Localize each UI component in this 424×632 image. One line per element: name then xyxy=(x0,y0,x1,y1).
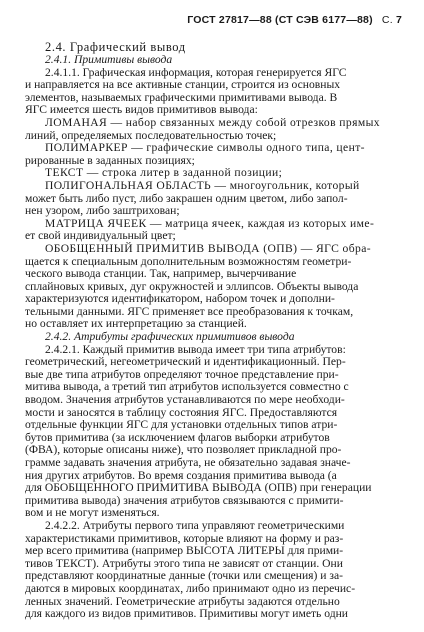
primitive-gdp xyxy=(25,243,411,331)
paragraph-2-4-1-1 xyxy=(25,67,411,117)
text-line: ПОЛИМАРКЕР — графические символы одного типа, цент- xyxy=(45,141,365,155)
paragraph-2-4-2-1 xyxy=(25,344,411,520)
page-number: 7 xyxy=(395,14,402,26)
text-line: геометрический, негеометрический и идентификационный. Пер- xyxy=(25,355,346,369)
text-line: митива вывода, а третий тип атрибутов используется совместно с xyxy=(25,380,349,394)
primitive-cell-array xyxy=(25,218,411,243)
text-line: представляют координатные данные (точки или смещения) и за- xyxy=(25,569,343,583)
text-line: ческого вывода станции. Так, например, вычерчивание xyxy=(25,267,297,281)
text-line: рированные в заданных позициях; xyxy=(25,153,195,167)
text-line: даются в мировых координатах, либо принимают одно из перечис- xyxy=(25,581,356,595)
text-line: сплайновых кривых, дуг окружностей и эллипсов. Объекты вывода xyxy=(25,279,359,293)
text-line: (ФВА), которые описаны ниже), что позволяет прикладной про- xyxy=(25,443,342,457)
text-line: тивов ТЕКСТ). Атрибуты этого типа не зависят от станции. Они xyxy=(25,556,343,570)
page-header xyxy=(187,14,402,26)
text-line: но оставляет их интерпретацию за станцией. xyxy=(25,317,247,331)
paragraph-2-4-2-2 xyxy=(25,520,411,621)
page-number-prefix: С. xyxy=(381,14,393,26)
text-line: грамме задавать значения атрибута, не обязательно задавая значе- xyxy=(25,456,351,469)
text-line: отдельные функции ЯГС для установки отдельных типов атри- xyxy=(25,418,338,432)
text-line: линий, определяемых последовательностью точек; xyxy=(25,128,277,142)
text-line: бутов примитива (за исключением флагов выборки атрибутов xyxy=(25,430,330,444)
text-line: нен узором, либо заштрихован; xyxy=(25,204,180,218)
subsection-title: 2.4.2. Атрибуты графических примитивов вывода xyxy=(45,330,295,344)
text-line: для каждого из видов примитивов. Примитивы могут иметь одни xyxy=(25,607,349,621)
text-line: примитива вывода) значения атрибутов связываются с примити- xyxy=(25,493,344,507)
text-line: ленных значений. Геометрические атрибуты задаются отдельно xyxy=(25,594,340,608)
text-line: тельными данными. ЯГС применяет все преобразования к точкам, xyxy=(25,304,354,318)
primitive-polyline xyxy=(25,117,411,142)
standard-designation: ГОСТ 27817—88 (СТ СЭВ 6177—88) xyxy=(187,14,373,26)
subsection-title: 2.4.1. Примитивы вывода xyxy=(45,53,173,66)
text-line: характеристиками примитивов, которые влияют на форму и раз- xyxy=(25,531,344,545)
text-line: вводом. Значения атрибутов устанавливаются по мере необходи- xyxy=(25,393,345,407)
text-line: ЛОМАНАЯ — набор связанных между собой отрезков прямых xyxy=(45,115,380,129)
text-line: 2.4.2.2. Атрибуты первого типа управляют геометрическими xyxy=(45,518,345,532)
text-line: ПОЛИГОНАЛЬНАЯ ОБЛАСТЬ — многоугольник, который xyxy=(45,178,360,192)
text-line: щается к специальным дополнительным возможностям геометри- xyxy=(25,254,352,268)
text-line: вом и не могут изменяться. xyxy=(25,506,160,520)
text-line: может быть либо пуст, либо закрашен одним цветом, либо запол- xyxy=(25,191,348,205)
primitive-polymarker xyxy=(25,142,411,167)
text-line: характеризуются идентификатором, набором точек и дополни- xyxy=(25,292,335,306)
text-line: ния других атрибутов. Во время создания примитива вывода (а xyxy=(25,468,337,482)
text-line: для ОБОБЩЕННОГО ПРИМИТИВА ВЫВОДА (ОПВ) при генерации xyxy=(25,481,372,495)
primitive-fill-area xyxy=(25,180,411,218)
text-line: и направляется на все активные станции, строится из основных xyxy=(25,78,341,92)
text-line: ЯГС имеется шесть видов примитивов вывода: xyxy=(25,103,258,117)
text-line: МАТРИЦА ЯЧЕЕК — матрица ячеек, каждая из которых име- xyxy=(45,216,375,230)
text-line: ет свой индивидуальный цвет; xyxy=(25,229,176,243)
document-body xyxy=(25,40,411,621)
text-line: вые две типа атрибутов определяют точное представление при- xyxy=(25,367,339,381)
text-line: мости и заносятся в таблицу состояния ЯГС. Предоставляются xyxy=(25,405,338,419)
text-line: элементов, называемых графическими примитивами вывода. В xyxy=(25,90,338,104)
text-line: ТЕКСТ — строка литер в заданной позиции; xyxy=(45,166,283,180)
text-line: ОБОБЩЕННЫЙ ПРИМИТИВ ВЫВОДА (ОПВ) — ЯГС обра- xyxy=(45,241,371,255)
text-line: 2.4.1.1. Графическая информация, которая генерируется ЯГС xyxy=(45,65,347,79)
section-title: 2.4. Графический вывод xyxy=(45,40,186,54)
text-line: 2.4.2.1. Каждый примитив вывода имеет три типа атрибутов: xyxy=(45,342,346,356)
text-line: мер всего примитива (например ВЫСОТА ЛИТЕРЫ для прими- xyxy=(25,544,344,558)
